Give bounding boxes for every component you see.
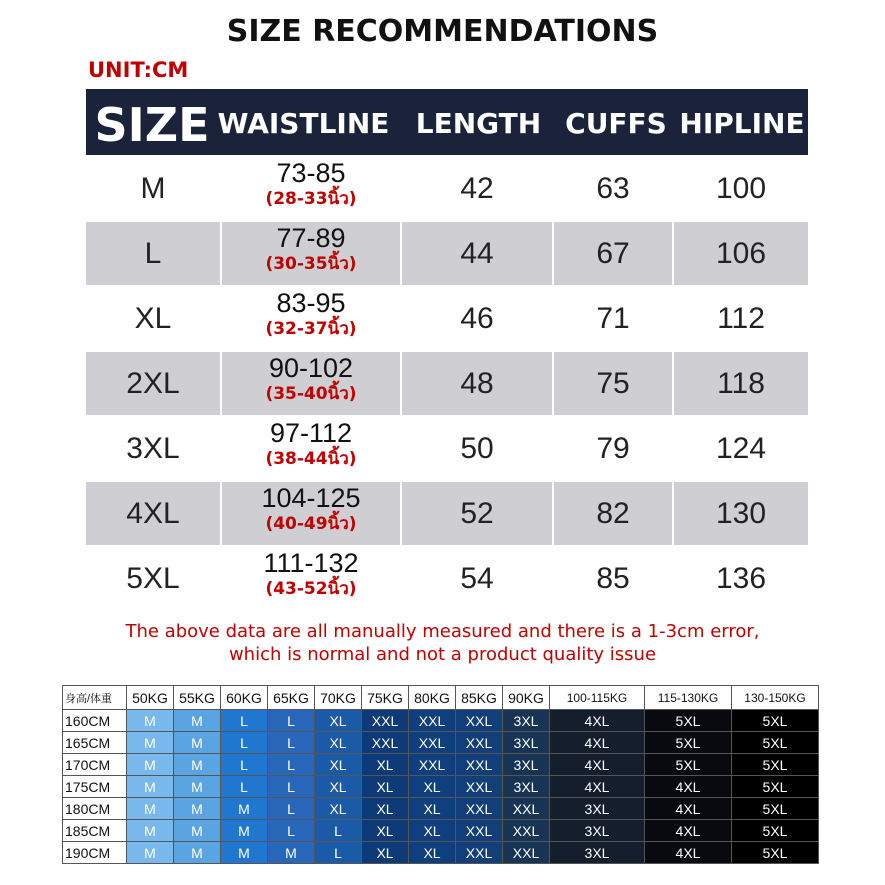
recommended-size-cell: XXL [409, 710, 456, 732]
waistline-inches: (38-44นิ้ว) [265, 449, 357, 469]
recommended-size-cell: 5XL [732, 842, 819, 864]
recommended-size-cell: XL [362, 776, 409, 798]
size-row [86, 222, 808, 285]
header-cuffs: CUFFS [565, 107, 667, 140]
size-label: M [140, 172, 166, 205]
recommended-size-cell: 5XL [732, 798, 819, 820]
recommended-size-cell: L [221, 732, 268, 754]
height-label: 190CM [63, 842, 127, 864]
length-value: 48 [460, 367, 494, 400]
recommended-size-cell: M [127, 776, 174, 798]
recommended-size-cell: 4XL [645, 798, 732, 820]
recommended-size-cell: 4XL [550, 776, 645, 798]
weight-header-row [63, 686, 819, 710]
size-row [86, 157, 808, 220]
recommended-size-cell: L [221, 754, 268, 776]
weight-header: 85KG [456, 686, 503, 710]
height-label: 180CM [63, 798, 127, 820]
recommended-size-cell: 4XL [645, 776, 732, 798]
header-length: LENGTH [415, 107, 542, 140]
weight-header: 100-115KG [550, 686, 645, 710]
height-row [63, 710, 819, 732]
waistline-cm: 104-125 [261, 483, 361, 513]
recommended-size-cell: XL [362, 842, 409, 864]
recommended-size-cell: 5XL [645, 754, 732, 776]
recommended-size-cell: L [221, 776, 268, 798]
length-value: 44 [460, 237, 494, 270]
recommended-size-cell: M [174, 820, 221, 842]
recommended-size-cell: 4XL [645, 842, 732, 864]
hipline-value: 106 [715, 237, 767, 270]
weight-header: 130-150KG [732, 686, 819, 710]
waistline-cm: 90-102 [268, 353, 354, 383]
recommended-size-cell: 3XL [503, 776, 550, 798]
recommended-size-cell: XL [362, 820, 409, 842]
size-label: 2XL [126, 367, 180, 400]
recommended-size-cell: XL [409, 776, 456, 798]
recommended-size-cell: XXL [456, 842, 503, 864]
recommended-size-cell: 3XL [503, 754, 550, 776]
recommended-size-cell: XXL [456, 754, 503, 776]
recommended-size-cell: M [174, 732, 221, 754]
recommended-size-cell: M [221, 842, 268, 864]
unit-label: UNIT:CM [88, 58, 189, 82]
height-row [63, 754, 819, 776]
waistline-inches: (35-40นิ้ว) [265, 384, 357, 404]
recommended-size-cell: 4XL [645, 820, 732, 842]
length-value: 54 [460, 562, 494, 595]
height-label: 170CM [63, 754, 127, 776]
recommended-size-cell: XL [315, 754, 362, 776]
recommended-size-cell: L [268, 820, 315, 842]
height-row [63, 820, 819, 842]
recommended-size-cell: 5XL [645, 710, 732, 732]
recommended-size-cell: M [127, 820, 174, 842]
recommended-size-cell: M [127, 732, 174, 754]
weight-header: 80KG [409, 686, 456, 710]
height-row [63, 776, 819, 798]
height-label: 165CM [63, 732, 127, 754]
height-label: 160CM [63, 710, 127, 732]
recommended-size-cell: L [268, 776, 315, 798]
height-label: 175CM [63, 776, 127, 798]
page-title: SIZE RECOMMENDATIONS [226, 14, 659, 49]
recommended-size-cell: L [268, 754, 315, 776]
recommended-size-cell: XXL [362, 732, 409, 754]
recommended-size-cell: 3XL [550, 842, 645, 864]
recommended-size-cell: 5XL [732, 732, 819, 754]
waistline-inches: (43-52นิ้ว) [265, 579, 357, 599]
weight-header: 60KG [221, 686, 268, 710]
waistline-inches: (28-33นิ้ว) [265, 189, 357, 209]
recommended-size-cell: M [127, 710, 174, 732]
waistline-inches: (40-49นิ้ว) [265, 514, 357, 534]
weight-header: 90KG [503, 686, 550, 710]
recommended-size-cell: M [221, 820, 268, 842]
recommended-size-cell: 3XL [550, 798, 645, 820]
recommended-size-cell: L [315, 820, 362, 842]
recommended-size-cell: M [268, 842, 315, 864]
waistline-cm: 83-95 [276, 288, 346, 318]
weight-header: 75KG [362, 686, 409, 710]
recommended-size-cell: XXL [503, 798, 550, 820]
recommended-size-cell: XL [315, 732, 362, 754]
recommended-size-cell: 5XL [732, 754, 819, 776]
weight-header: 50KG [127, 686, 174, 710]
cuffs-value: 75 [596, 367, 630, 400]
waistline-inches: (30-35นิ้ว) [265, 254, 357, 274]
recommended-size-cell: XXL [362, 710, 409, 732]
recommended-size-cell: L [268, 798, 315, 820]
recommended-size-cell: M [174, 710, 221, 732]
hipline-value: 118 [717, 367, 765, 400]
recommended-size-cell: M [127, 798, 174, 820]
recommended-size-cell: XXL [503, 842, 550, 864]
height-weight-corner: 身高/体重 [63, 686, 127, 710]
size-label: 3XL [126, 432, 180, 465]
length-value: 50 [460, 432, 494, 465]
weight-header: 55KG [174, 686, 221, 710]
recommended-size-cell: L [221, 710, 268, 732]
size-label: XL [134, 302, 172, 335]
hipline-value: 112 [717, 302, 765, 335]
recommended-size-cell: 4XL [550, 710, 645, 732]
hipline-value: 124 [715, 432, 767, 465]
recommended-size-cell: XXL [456, 820, 503, 842]
waistline-inches: (32-37นิ้ว) [265, 319, 357, 339]
length-value: 42 [460, 172, 494, 205]
waistline-cm: 77-89 [276, 223, 346, 253]
size-row [86, 287, 808, 350]
size-label: L [144, 237, 162, 270]
recommended-size-cell: XL [362, 798, 409, 820]
cuffs-value: 85 [596, 562, 630, 595]
recommended-size-cell: M [174, 798, 221, 820]
recommended-size-cell: 5XL [732, 710, 819, 732]
cuffs-value: 63 [596, 172, 630, 205]
hipline-value: 130 [715, 497, 767, 530]
recommended-size-cell: M [127, 842, 174, 864]
recommended-size-cell: XL [409, 820, 456, 842]
size-label: 4XL [126, 497, 180, 530]
cuffs-value: 79 [596, 432, 630, 465]
recommended-size-cell: 3XL [550, 820, 645, 842]
weight-header: 70KG [315, 686, 362, 710]
length-value: 46 [460, 302, 494, 335]
recommended-size-cell: XL [315, 710, 362, 732]
waistline-cm: 97-112 [269, 418, 353, 448]
recommended-size-cell: L [315, 842, 362, 864]
recommended-size-cell: XL [409, 798, 456, 820]
cuffs-value: 67 [596, 237, 630, 270]
length-value: 52 [460, 497, 494, 530]
height-row [63, 732, 819, 754]
recommended-size-cell: M [221, 798, 268, 820]
recommended-size-cell: XXL [503, 820, 550, 842]
recommended-size-cell: XXL [456, 710, 503, 732]
recommended-size-cell: XXL [456, 798, 503, 820]
recommended-size-cell: 5XL [645, 732, 732, 754]
recommended-size-cell: M [174, 754, 221, 776]
waistline-cm: 111-132 [263, 548, 359, 578]
recommended-size-cell: XXL [409, 754, 456, 776]
cuffs-value: 82 [596, 497, 630, 530]
recommended-size-cell: 5XL [732, 820, 819, 842]
recommended-size-cell: M [127, 754, 174, 776]
waistline-cm: 73-85 [276, 158, 346, 188]
size-label: 5XL [126, 562, 180, 595]
recommended-size-cell: XXL [456, 776, 503, 798]
weight-header: 65KG [268, 686, 315, 710]
header-size: SIZE [94, 98, 210, 152]
size-row [86, 547, 808, 610]
height-label: 185CM [63, 820, 127, 842]
recommended-size-cell: L [268, 710, 315, 732]
measurement-note-line1: The above data are all manually measured and there is a 1-3cm error, [125, 621, 760, 642]
recommended-size-cell: XL [409, 842, 456, 864]
cuffs-value: 71 [596, 302, 630, 335]
recommended-size-cell: XL [315, 798, 362, 820]
size-row [86, 417, 808, 480]
recommended-size-cell: 5XL [732, 776, 819, 798]
height-row [63, 842, 819, 864]
size-row [86, 482, 808, 545]
hipline-value: 136 [715, 562, 767, 595]
recommended-size-cell: L [268, 732, 315, 754]
recommended-size-cell: XXL [456, 732, 503, 754]
height-row [63, 798, 819, 820]
recommended-size-cell: XL [315, 776, 362, 798]
measurement-note-line2: which is normal and not a product quality issue [228, 644, 657, 665]
header-hipline: HIPLINE [679, 107, 805, 140]
height-weight-size-table [62, 685, 819, 864]
recommended-size-cell: XXL [409, 732, 456, 754]
recommended-size-cell: 3XL [503, 710, 550, 732]
weight-header: 115-130KG [645, 686, 732, 710]
recommended-size-cell: M [174, 776, 221, 798]
size-table-header [86, 89, 808, 155]
recommended-size-cell: XL [362, 754, 409, 776]
size-row [86, 352, 808, 415]
recommended-size-cell: M [174, 842, 221, 864]
recommended-size-cell: 4XL [550, 754, 645, 776]
recommended-size-cell: 3XL [503, 732, 550, 754]
hipline-value: 100 [715, 172, 767, 205]
header-waistline: WAISTLINE [217, 107, 390, 140]
recommended-size-cell: 4XL [550, 732, 645, 754]
